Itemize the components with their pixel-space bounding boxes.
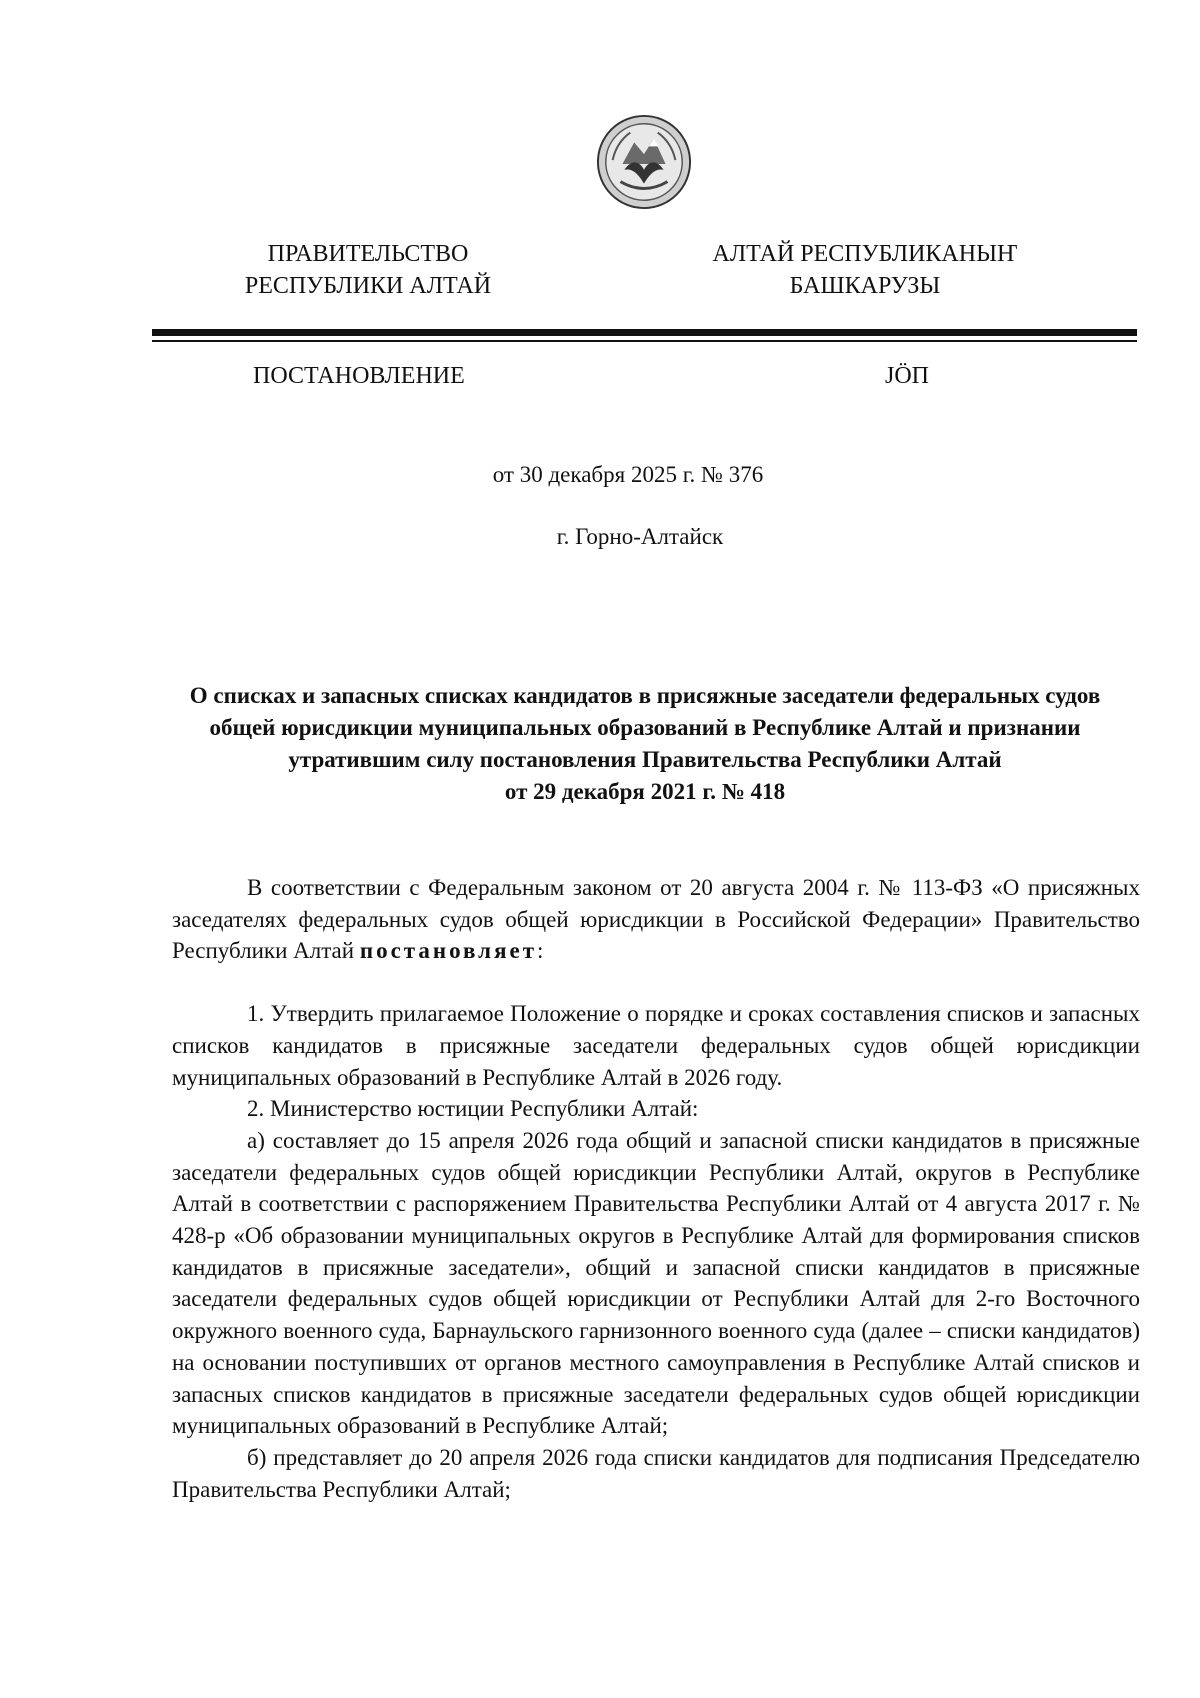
header-right-line1: АЛТАЙ РЕСПУБЛИКАНЫҤ xyxy=(712,241,1018,267)
header-divider-thick xyxy=(152,329,1137,336)
paragraph-item-1: 1. Утвердить прилагаемое Положение о порядке и сроках составления списков и запасных списков кандидатов в присяжные заседатели федеральных судов общей юрисдикции муниципальных образований в Республике Алтай в 2026 году. xyxy=(172,1001,1140,1090)
decree-title xyxy=(150,680,1140,808)
preamble-end: : xyxy=(537,938,544,964)
decree-type-russian: ПОСТАНОВЛЕНИЕ xyxy=(253,363,465,389)
decree-type-altai: JӦП xyxy=(885,363,930,389)
preamble-verb: постановляет xyxy=(359,938,538,964)
decree-body xyxy=(172,872,1140,1505)
header-divider-thin xyxy=(152,340,1137,342)
header-left-line1: ПРАВИТЕЛЬСТВО xyxy=(267,241,469,267)
decree-date-number: от 30 декабря 2025 г. № 376 xyxy=(492,462,764,487)
preamble-paragraph xyxy=(172,872,1140,967)
government-name-russian xyxy=(158,238,578,302)
title-line-1: О списках и запасных списках кандидатов в присяжные заседатели федеральных судов xyxy=(189,683,1101,708)
government-name-altai xyxy=(655,238,1075,302)
title-line-3: утратившим силу постановления Правительства Республики Алтай xyxy=(288,747,1002,772)
decree-city: г. Горно-Алтайск xyxy=(556,524,724,549)
preamble-text: В соответствии с Федеральным законом от 20 августа 2004 г. № 113-ФЗ «О присяжных заседателях федеральных судов общей юрисдикции в Российской Федерации» Правительство Республики Алтай xyxy=(172,875,1140,964)
header-left-line2: РЕСПУБЛИКИ АЛТАЙ xyxy=(244,273,492,299)
paragraph-item-2a: а) составляет до 15 апреля 2026 года общий и запасной списки кандидатов в присяжные заседатели федеральных судов общей юрисдикции Республики Алтай, округов в Республике Алтай в соответствии с распоряжением Правительства Республики Алтай от 4 августа 2017 г. № 428-р «Об образовании муниципальных округов в Республике Алтай для формирования списков кандидатов в присяжные заседатели», общий и запасной списки кандидатов в присяжные заседатели федеральных судов общей юрисдикции от Республики Алтай для 2-го Восточного окружного военного суда, Барнаульского гарнизонного военного суда (далее – списки кандидатов) на основании поступивших от органов местного самоуправления в Республике Алтай списков и запасных списков кандидатов в присяжные заседатели федеральных судов общей юрисдикции муниципальных образований в Республике Алтай; xyxy=(172,1127,1140,1439)
title-line-4: от 29 декабря 2021 г. № 418 xyxy=(504,779,786,804)
title-line-2: общей юрисдикции муниципальных образований в Республике Алтай и признании xyxy=(209,715,1081,740)
paragraph-item-2: 2. Министерство юстиции Республики Алтай: xyxy=(247,1096,699,1122)
paragraph-item-2b: б) представляет до 20 апреля 2026 года списки кандидатов для подписания Председателю Правительства Республики Алтай; xyxy=(172,1444,1140,1502)
header-right-line2: БАШКАРУЗЫ xyxy=(789,273,941,299)
coat-of-arms-emblem-icon xyxy=(595,113,693,211)
